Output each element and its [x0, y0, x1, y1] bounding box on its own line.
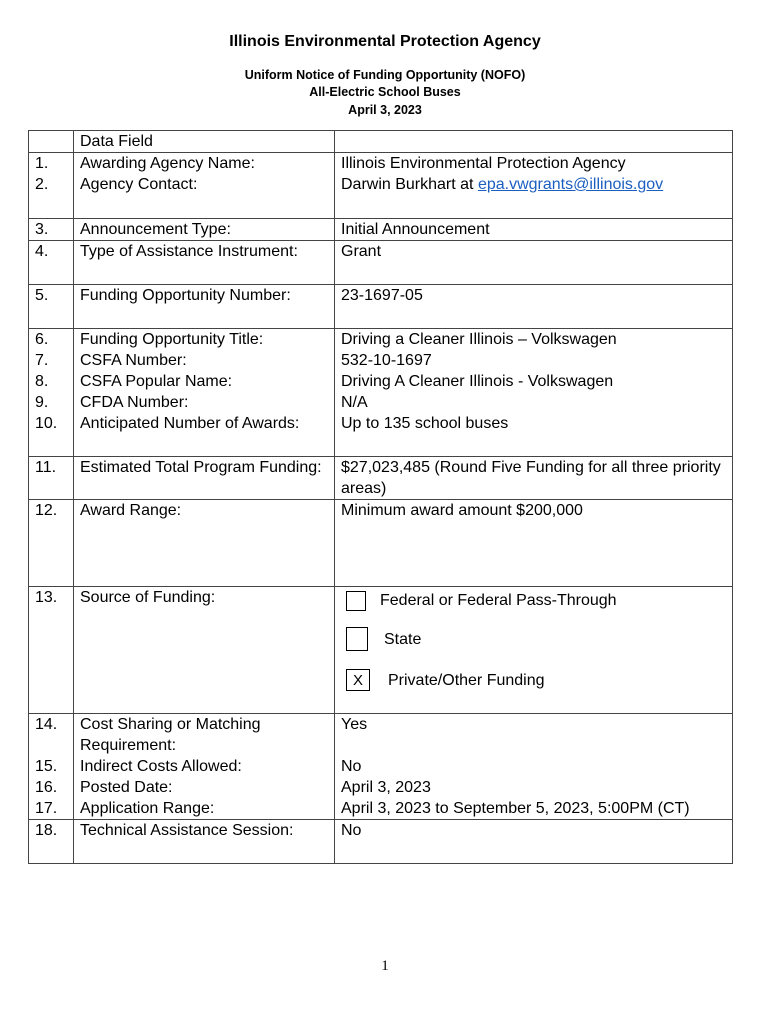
field-label: Funding Opportunity Title: [74, 329, 335, 351]
contact-email-link[interactable]: epa.vwgrants@illinois.gov [477, 176, 664, 193]
subtitle-date: April 3, 2023 [348, 103, 422, 117]
table-row [29, 413, 733, 457]
row-number: 10. [29, 413, 74, 457]
option-private [346, 669, 545, 691]
table-row [29, 241, 733, 285]
table-row [29, 153, 733, 175]
row-number: 12. [29, 500, 74, 587]
table-row [29, 329, 733, 351]
field-value: No [335, 756, 733, 777]
header-num-cell [29, 131, 74, 153]
field-value [335, 174, 733, 219]
field-value: Initial Announcement [335, 219, 733, 241]
option-state [346, 627, 421, 651]
row-number: 1. [29, 153, 74, 175]
field-label: CFDA Number: [74, 392, 335, 413]
field-value: Up to 135 school buses [335, 413, 733, 457]
row-number: 17. [29, 798, 74, 820]
data-field-header: Data Field [74, 131, 335, 153]
field-label: Estimated Total Program Funding: [74, 457, 335, 500]
field-value: $27,023,485 (Round Five Funding for all three priority areas) [335, 457, 733, 500]
field-label: Posted Date: [74, 777, 335, 798]
field-label: CSFA Number: [74, 350, 335, 371]
table-row [29, 174, 733, 219]
option-federal [346, 590, 617, 611]
row-number: 3. [29, 219, 74, 241]
row-number: 18. [29, 820, 74, 864]
field-label: Award Range: [74, 500, 335, 587]
row-number: 8. [29, 371, 74, 392]
field-label: CSFA Popular Name: [74, 371, 335, 392]
contact-name: Darwin Burkhart at [341, 176, 478, 193]
field-value: Illinois Environmental Protection Agency [335, 153, 733, 175]
row-number: 14. [29, 714, 74, 757]
field-value: 23-1697-05 [335, 285, 733, 329]
table-row [29, 350, 733, 371]
field-label: Application Range: [74, 798, 335, 820]
row-number: 9. [29, 392, 74, 413]
table-row [29, 777, 733, 798]
table-row [29, 285, 733, 329]
field-label: Awarding Agency Name: [74, 153, 335, 175]
table-header-row [29, 131, 733, 153]
row-number: 15. [29, 756, 74, 777]
row-number: 7. [29, 350, 74, 371]
field-value: Yes [335, 714, 733, 757]
table-row [29, 587, 733, 714]
federal-label: Federal or Federal Pass-Through [380, 592, 617, 609]
private-label: Private/Other Funding [388, 671, 545, 689]
table-row [29, 798, 733, 820]
field-value: Minimum award amount $200,000 [335, 500, 733, 587]
state-label: State [384, 630, 422, 648]
field-label: Source of Funding: [74, 587, 335, 714]
field-value: Driving A Cleaner Illinois - Volkswagen [335, 371, 733, 392]
field-label: Cost Sharing or Matching Requirement: [74, 714, 335, 757]
row-number: 4. [29, 241, 74, 285]
header-value-cell [335, 131, 733, 153]
private-checkbox[interactable]: X [346, 669, 370, 691]
table-row [29, 714, 733, 757]
federal-checkbox[interactable] [346, 591, 366, 611]
row-number: 13. [29, 587, 74, 714]
field-label: Indirect Costs Allowed: [74, 756, 335, 777]
field-value: No [335, 820, 733, 864]
field-label: Funding Opportunity Number: [74, 285, 335, 329]
table-row [29, 500, 733, 587]
row-number: 2. [29, 174, 74, 219]
table-row [29, 756, 733, 777]
field-value: Driving a Cleaner Illinois – Volkswagen [335, 329, 733, 351]
table-row [29, 371, 733, 392]
table-row [29, 392, 733, 413]
table-row [29, 820, 733, 864]
field-value: Grant [335, 241, 733, 285]
row-number: 5. [29, 285, 74, 329]
subtitle-program: All-Electric School Buses [309, 85, 461, 99]
row-number: 6. [29, 329, 74, 351]
state-checkbox[interactable] [346, 627, 368, 651]
table-row [29, 457, 733, 500]
page-title: Illinois Environmental Protection Agency [229, 33, 541, 50]
field-value: N/A [335, 392, 733, 413]
field-label: Technical Assistance Session: [74, 820, 335, 864]
row-number: 11. [29, 457, 74, 500]
field-label: Type of Assistance Instrument: [74, 241, 335, 285]
field-label: Announcement Type: [74, 219, 335, 241]
page-number: 1 [381, 958, 389, 974]
field-value: April 3, 2023 [335, 777, 733, 798]
table-row [29, 219, 733, 241]
field-value: April 3, 2023 to September 5, 2023, 5:00PM (CT) [335, 798, 733, 820]
field-label: Agency Contact: [74, 174, 335, 219]
funding-source-options [335, 587, 733, 714]
nofo-data-table [28, 130, 733, 864]
row-number: 16. [29, 777, 74, 798]
subtitle-nofo: Uniform Notice of Funding Opportunity (NOFO) [244, 68, 526, 82]
field-value: 532-10-1697 [335, 350, 733, 371]
field-label: Anticipated Number of Awards: [74, 413, 335, 457]
